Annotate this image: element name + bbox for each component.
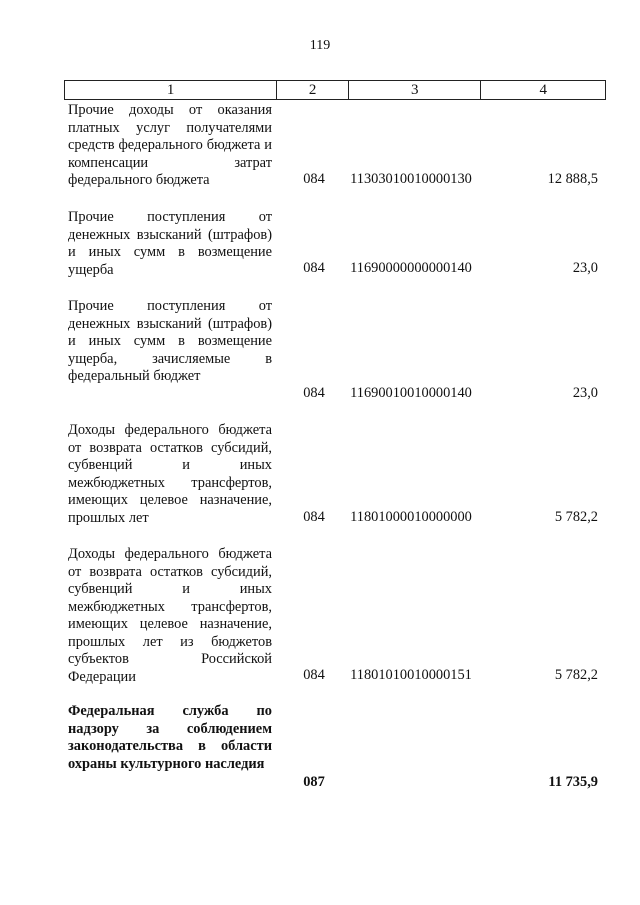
row-kbk-code: 11303010010000130	[350, 170, 472, 187]
header-col-4: 4	[539, 81, 547, 98]
table-row-agency-total	[64, 703, 606, 791]
row-description: Прочие поступления от денежных взысканий (штрафов) и иных сумм в возмещение ущерба	[68, 209, 272, 278]
row-admin-code: 087	[303, 773, 325, 790]
row-admin-code: 084	[303, 384, 325, 401]
row-kbk-code: 11690010010000140	[350, 384, 472, 401]
row-kbk-code: 11801000010000000	[350, 508, 472, 525]
row-description: Доходы федерального бюджета от возврата остатков субсидий, субвенций и иных межбюджетных трансфертов, имеющих целевое назначение, прошлых лет из бюджетов субъектов Российской Федерации	[68, 546, 272, 685]
row-admin-code: 084	[303, 259, 325, 276]
row-amount: 23,0	[572, 259, 598, 276]
header-col-3: 3	[349, 81, 482, 99]
row-description: Прочие поступления от денежных взысканий (штрафов) и иных сумм в возмещение ущерба, зачисляемые в федеральный бюджет	[68, 298, 272, 384]
row-amount: 5 782,2	[554, 666, 598, 683]
table-row	[64, 422, 606, 526]
row-description: Доходы федерального бюджета от возврата остатков субсидий, субвенций и иных межбюджетных трансфертов, имеющих целевое назначение, прошлых лет	[68, 422, 272, 526]
table-row	[64, 102, 606, 188]
row-kbk-code: 11801010010000151	[350, 666, 472, 683]
page-number: 119	[309, 38, 331, 53]
row-amount: 5 782,2	[554, 508, 598, 525]
header-col-2: 2	[277, 81, 349, 99]
row-admin-code: 084	[303, 508, 325, 525]
row-description: Прочие доходы от оказания платных услуг получателями средств федерального бюджета и компенсации затрат федерального бюджета	[68, 102, 272, 188]
table-row	[64, 546, 606, 684]
table-row	[64, 209, 606, 277]
row-admin-code: 084	[303, 666, 325, 683]
row-amount: 11 735,9	[548, 773, 598, 790]
row-admin-code: 084	[303, 170, 325, 187]
table-row	[64, 298, 606, 402]
row-description: Федеральная служба по надзору за соблюдением законодательства в области охраны культурного наследия	[68, 703, 272, 772]
row-kbk-code: 11690000000000140	[350, 259, 472, 276]
header-col-1: 1	[65, 81, 277, 99]
row-amount: 23,0	[572, 384, 598, 401]
table-header	[64, 80, 606, 100]
row-amount: 12 888,5	[547, 170, 598, 187]
